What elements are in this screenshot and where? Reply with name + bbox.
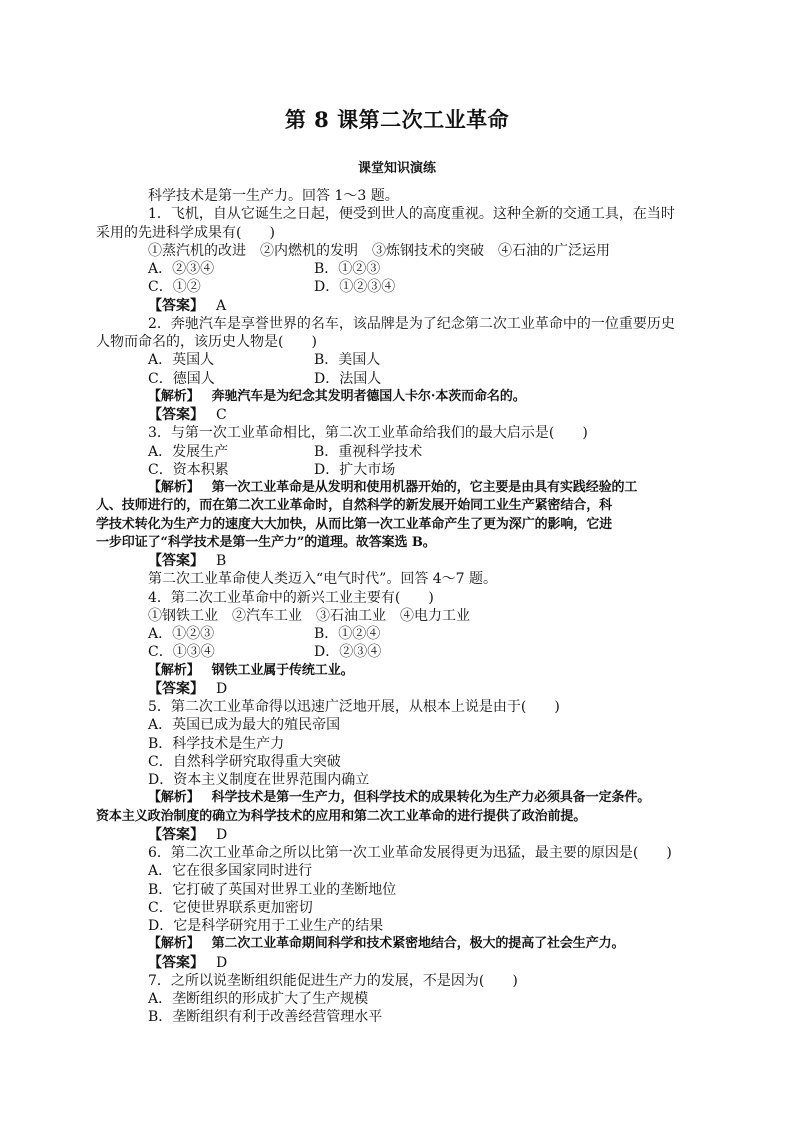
- text-line: [122, 315, 682, 333]
- option-right: D．法国人: [314, 370, 382, 387]
- tag-text: D: [216, 680, 228, 697]
- analysis-tag: 【解析】: [148, 662, 200, 678]
- tag-text: 第一次工业革命是从发明和使用机器开始的，它主要是由具有实践经验的工: [211, 480, 638, 495]
- line-text: D．资本主义制度在世界范围内确立: [148, 772, 370, 788]
- section-subtitle: 课堂知识演练: [357, 161, 436, 176]
- options-line: [122, 370, 682, 388]
- answer-tag: 【答案】: [148, 553, 204, 569]
- page-title: 第 8 课第二次工业革命: [284, 107, 510, 132]
- answer-line: [122, 680, 682, 698]
- analysis-line: [122, 935, 682, 953]
- text-line: [122, 205, 682, 223]
- line-text: 资本主义政治制度的确立为科学技术的应用和第二次工业革命的进行提供了政治前提。: [96, 808, 587, 824]
- text-line: [96, 333, 682, 351]
- options-line: [122, 351, 682, 369]
- analysis-line: [122, 479, 682, 497]
- option-right: B．美国人: [314, 352, 381, 369]
- text-line: [122, 424, 682, 442]
- option-right: B．①②③: [314, 261, 381, 277]
- text-line: [96, 224, 682, 242]
- line-text: B．它打破了英国对世界工业的垄断地位: [148, 881, 397, 898]
- tag-text: D: [216, 826, 228, 843]
- text-line: [122, 716, 682, 734]
- tag-text: 奔驰汽车是为纪念其发明者德国人卡尔·本茨而命名的。: [211, 388, 526, 404]
- line-text: 5．第二次工业革命得以迅速广泛地开展，从根本上说是由于( ): [148, 699, 560, 715]
- text-line: [122, 242, 682, 260]
- options-line: [122, 443, 682, 461]
- text-line: [122, 844, 682, 862]
- text-line: [122, 589, 682, 607]
- tag-text: 科学技术是第一生产力，但科学技术的成果转化为生产力必须具备一定条件。: [211, 790, 651, 806]
- text-line: [122, 771, 682, 789]
- text-line: [96, 497, 682, 515]
- analysis-line: [122, 662, 682, 680]
- answer-tag: 【答案】: [148, 407, 204, 423]
- answer-line: [122, 826, 682, 844]
- answer-tag: 【答案】: [148, 680, 204, 697]
- text-line: [122, 570, 682, 588]
- line-text: 一步印证了“科学技术是第一生产力”的道理。故答案选 B。: [96, 534, 436, 550]
- text-line: [122, 607, 682, 625]
- line-text: 6．第二次工业革命之所以比第一次工业革命发展得更为迅猛，最主要的原因是( ): [148, 845, 672, 861]
- exercise-content: [96, 187, 682, 1027]
- text-line: [96, 808, 682, 826]
- text-line: [122, 1008, 682, 1026]
- line-text: B．科学技术是生产力: [148, 735, 285, 752]
- line-text: ①蒸汽机的改进 ②内燃机的发明 ③炼钢技术的突破 ④石油的广泛运用: [148, 242, 610, 259]
- answer-line: [122, 954, 682, 972]
- line-text: 3．与第一次工业革命相比，第二次工业革命给我们的最大启示是( ): [148, 425, 588, 442]
- option-left: A．①②③: [148, 626, 215, 642]
- line-text: 1．飞机，自从它诞生之日起，便受到世人的高度重视。这种全新的交通工具，在当时: [148, 206, 675, 223]
- analysis-tag: 【解析】: [148, 388, 200, 404]
- analysis-line: [122, 388, 682, 406]
- line-text: B．垄断组织有利于改善经营管理水平: [148, 1009, 383, 1026]
- line-text: 采用的先进科学成果有( ): [96, 224, 275, 241]
- line-text: 2．奔驰汽车是享誉世界的名车，该品牌是为了纪念第二次工业革命中的一位重要历史: [148, 315, 675, 332]
- answer-tag: 【答案】: [148, 297, 204, 314]
- line-text: 7．之所以说垄断组织能促进生产力的发展，不是因为( ): [148, 972, 518, 989]
- answer-tag: 【答案】: [148, 954, 204, 971]
- line-text: 人物而命名的，该历史人物是( ): [96, 334, 317, 350]
- tag-text: 第二次工业革命期间科学和技术紧密地结合，极大的提高了社会生产力。: [211, 936, 625, 952]
- option-right: D．②③④: [314, 644, 382, 661]
- text-line: [122, 187, 682, 205]
- line-text: A．垄断组织的形成扩大了生产规模: [148, 991, 369, 1007]
- line-text: 学技术转化为生产力的速度大大加快，从而比第一次工业革命产生了更为深广的影响，它进: [96, 516, 613, 532]
- analysis-tag: 【解析】: [148, 790, 200, 806]
- text-line: [122, 881, 682, 899]
- tag-text: C: [216, 407, 227, 423]
- tag-text: 钢铁工业属于传统工业。: [211, 662, 354, 678]
- options-line: [122, 625, 682, 643]
- line-text: ①钢铁工业 ②汽车工业 ③石油工业 ④电力工业: [148, 607, 470, 624]
- line-text: 科学技术是第一生产力。回答 1～3 题。: [148, 188, 399, 204]
- text-line: [122, 917, 682, 935]
- line-text: D．它是科学研究用于工业生产的结果: [148, 918, 384, 934]
- answer-line: [122, 552, 682, 570]
- text-line: [122, 735, 682, 753]
- option-left: A．英国人: [148, 352, 215, 369]
- option-right: B．①②④: [314, 626, 381, 642]
- line-text: A．它在很多国家同时进行: [148, 863, 313, 880]
- tag-text: B: [216, 553, 227, 569]
- text-line: [122, 990, 682, 1008]
- answer-line: [122, 297, 682, 315]
- text-line: [122, 899, 682, 917]
- answer-line: [122, 406, 682, 424]
- options-line: [122, 278, 682, 296]
- text-line: [96, 516, 682, 534]
- option-left: C．①③④: [148, 644, 215, 661]
- text-line: [122, 972, 682, 990]
- options-line: [122, 461, 682, 479]
- option-left: C．德国人: [148, 370, 215, 387]
- option-right: D．扩大市场: [314, 461, 396, 478]
- answer-tag: 【答案】: [148, 826, 204, 843]
- options-line: [122, 643, 682, 661]
- text-line: [122, 753, 682, 771]
- option-left: A．发展生产: [148, 443, 229, 460]
- line-text: C．它使世界联系更加密切: [148, 899, 313, 916]
- text-line: [122, 698, 682, 716]
- line-text: A．英国已成为最大的殖民帝国: [148, 717, 341, 734]
- analysis-tag: 【解析】: [148, 936, 200, 952]
- options-line: [122, 260, 682, 278]
- line-text: 人、技师进行的，而在第二次工业革命时，自然科学的新发展开始同工业生产紧密结合，科: [96, 498, 613, 514]
- analysis-line: [122, 789, 682, 807]
- option-right: B．重视科学技术: [314, 443, 423, 460]
- line-text: C．自然科学研究取得重大突破: [148, 753, 341, 770]
- text-line: [96, 534, 682, 552]
- analysis-tag: 【解析】: [148, 480, 200, 495]
- tag-text: D: [216, 954, 228, 971]
- tag-text: A: [216, 297, 227, 314]
- option-left: A．②③④: [148, 261, 215, 277]
- option-left: C．资本积累: [148, 461, 229, 478]
- option-right: D．①②③④: [314, 279, 396, 296]
- line-text: 4．第二次工业革命中的新兴工业主要有( ): [148, 589, 434, 606]
- line-text: 第二次工业革命使人类迈入“电气时代”。回答 4～7 题。: [148, 571, 498, 588]
- text-line: [122, 862, 682, 880]
- option-left: C．①②: [148, 279, 201, 296]
